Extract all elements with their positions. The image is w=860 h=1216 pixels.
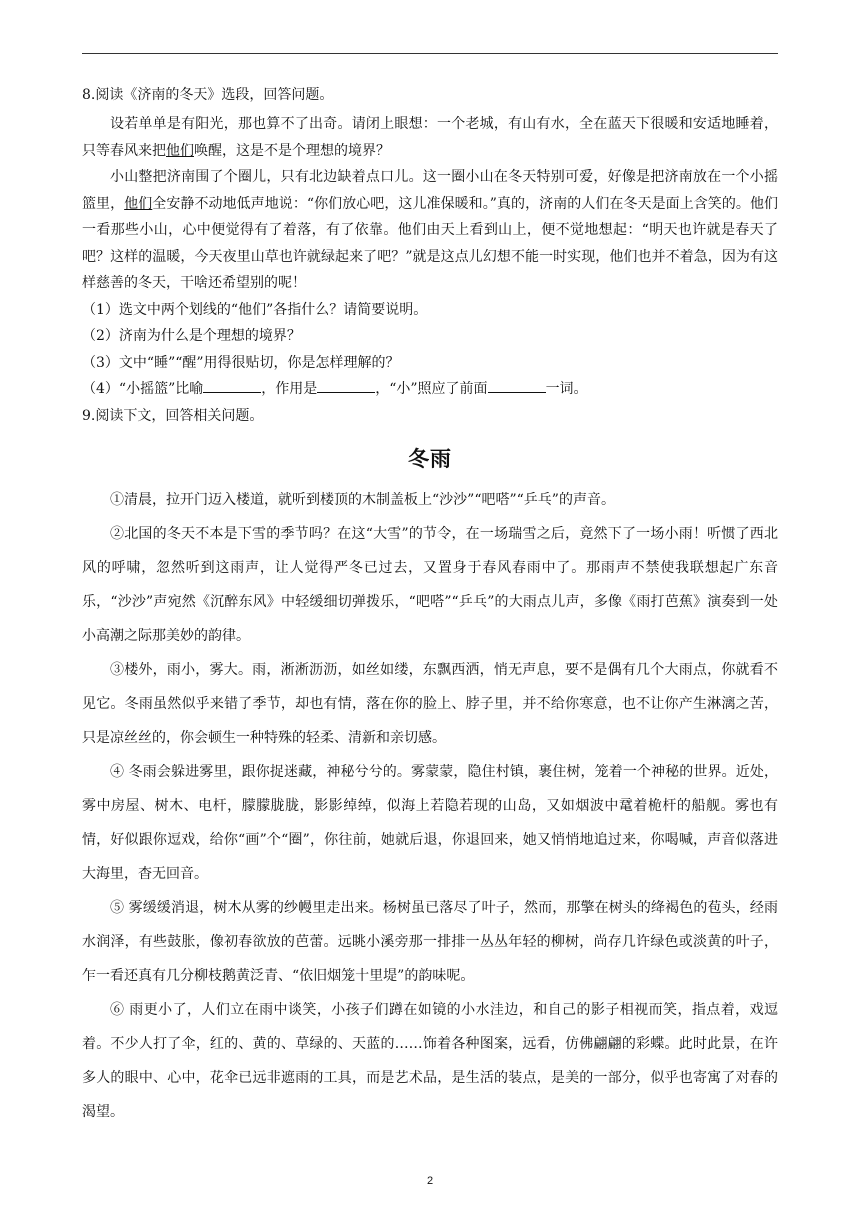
q8-s4-text-b: ，作用是 [261, 381, 318, 398]
article-paragraph-1: ①清晨，拉开门迈入楼道，就听到楼顶的木制盖板上“沙沙”“吧嗒”“乒乓”的声音。 [110, 492, 615, 509]
q8-s4-text-d: 一词。 [545, 381, 588, 398]
header-rule [82, 53, 778, 54]
q8-s4-text-a: （4）“小摇篮”比喻 [82, 381, 204, 398]
article-paragraph-3: ③楼外，雨小，雾大。雨，淅淅沥沥，如丝如缕，东飘西洒，悄无声息，要不是偶有几个大雨点，你就看不见它。冬雨虽然似乎来错了季节，却也有情，落在你的脸上、脖子里，并不给你寒意，也不让你产生淋漓之苦，只是凉丝丝的，你会顿生一种特殊的轻柔、清新和亲切感。 [82, 662, 778, 747]
q8-subquestion-4 [82, 376, 778, 403]
q8-p1-text-a: 设若单单是有阳光，那也算不了出奇。请闭上眼想：一个老城，有山有水，全在蓝天下很暖和安适地睡着，只等春风来把 [82, 116, 778, 159]
underlined-tamen-2: 他们 [124, 195, 153, 212]
page-number: 2 [426, 1175, 434, 1187]
question-9-title: 9.阅读下文，回答相关问题。 [82, 407, 264, 424]
question-8-title: 8.阅读《济南的冬天》选段，回答问题。 [82, 87, 334, 103]
q8-subquestion-2: （2）济南为什么是个理想的境界？ [82, 328, 301, 345]
article-paragraph-5: ⑤ 雾缓缓消退，树木从雾的纱幔里走出来。杨树虽已落尽了叶子，然而，那擎在树头的绛褐色的苞头，经雨水润泽，有些鼓胀，像初春欲放的芭蕾。远眺小溪旁那一排排一丛丛年轻的柳树，尚存几许绿色或淡黄的叶子，乍一看还真有几分柳枝鹅黄泛青、“依旧烟笼十里堤”的韵味呢。 [82, 900, 778, 985]
q8-subquestion-3: （3）文中“睡”“醒”用得很贴切，你是怎样理解的？ [82, 354, 400, 371]
answer-blank-3[interactable] [488, 379, 546, 393]
document-body [82, 84, 778, 1129]
q8-excerpt-paragraph-1 [82, 111, 778, 164]
article-paragraph-2: ②北国的冬天不本是下雪的季节吗？在这“大雪”的节令，在一场瑞雪之后，竟然下了一场小雨！听惯了西北风的呼啸，忽然听到这雨声，让人觉得严冬已过去，又置身于春风春雨中了。那雨声不禁使我联想起广东音乐，“沙沙”声宛然《沉醉东风》中轻缓细切弹拨乐，“吧嗒”“乒乓”的大雨点儿声，多像《雨打芭蕉》演奏到一处小高潮之际那美妙的韵律。 [82, 526, 778, 645]
q8-p2-text-a: 小山整把济南围了个圈儿，只有北边缺着点口儿。这一圈小山在冬天特别可爱，好像是把济南放在一个小摇篮里， [82, 169, 778, 212]
q8-subquestion-1: （1）选文中两个划线的“他们”各指什么？请简要说明。 [82, 301, 428, 318]
q8-p2-text-b: 全安静不动地低声地说：“你们放心吧，这儿准保暖和。”真的，济南的人们在冬天是面上含笑的。他们一看那些小山，心中便觉得有了着落，有了依靠。他们由天上看到山上，便不觉地想起：“明天也许就是春天了吧？这样的温暖，今天夜里山草也许就绿起来了吧？”就是这点儿幻想不能一时实现，他们也并不着急，因为有这样慈善的冬天，干啥还希望别的呢！ [82, 195, 779, 291]
q8-p1-text-b: 唤醒，这是不是个理想的境界？ [194, 142, 390, 159]
article-paragraph-4: ④ 冬雨会躲进雾里，跟你捉迷藏，神秘兮兮的。雾蒙蒙，隐住村镇，裹住树，笼着一个神秘的世界。近处，雾中房屋、树木、电杆，朦朦胧胧，影影绰绰，似海上若隐若现的山岛，又如烟波中鼋着桅杆的船舰。雾也有情，好似跟你逗戏，给你“画”个“圈”，你往前，她就后退，你退回来，她又悄悄地追过来，你喝喊，声音似落进大海里，杳无回音。 [82, 764, 778, 883]
article-title: 冬雨 [408, 447, 452, 472]
q8-excerpt-paragraph-2 [82, 164, 778, 297]
underlined-tamen-1: 他们 [166, 142, 194, 159]
answer-blank-2[interactable] [317, 379, 375, 393]
answer-blank-1[interactable] [203, 379, 261, 393]
q8-s4-text-c: ，“小”照应了前面 [375, 381, 488, 398]
article-paragraph-6: ⑥ 雨更小了，人们立在雨中谈笑，小孩子们蹲在如镜的小水洼边，和自己的影子相视而笑，指点着，戏逗着。不少人打了伞，红的、黄的、草绿的、天蓝的……饰着各种图案，远看，仿佛翩翩的彩蝶。此时此景，在许多人的眼中、心中，花伞已远非遮雨的工具，而是艺术品，是生活的装点，是美的一部分，似乎也寄寓了对春的渴望。 [82, 1002, 778, 1121]
